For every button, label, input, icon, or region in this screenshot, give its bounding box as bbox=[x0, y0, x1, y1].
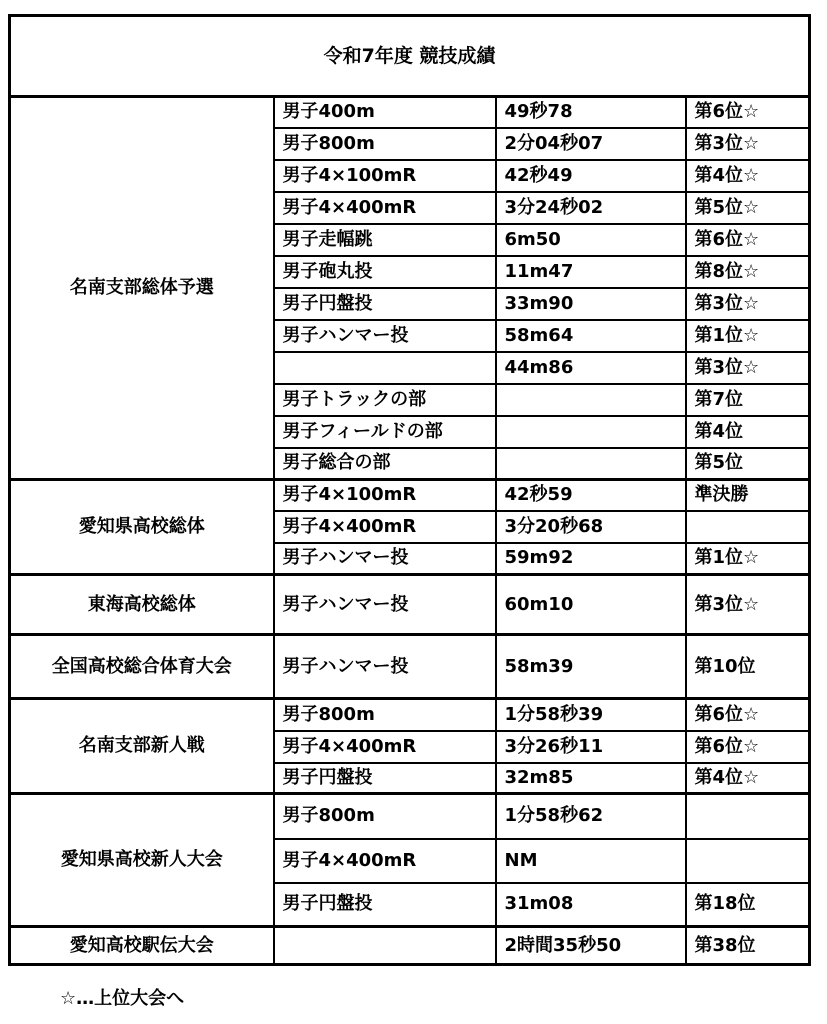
place-cell: 第4位☆ bbox=[686, 160, 810, 192]
place-cell: 第1位☆ bbox=[686, 320, 810, 352]
event-cell: 男子ハンマー投 bbox=[274, 635, 496, 699]
event-cell: 男子400m bbox=[274, 97, 496, 128]
record-cell: 42秒49 bbox=[496, 160, 686, 192]
event-cell: 男子4×100mR bbox=[274, 480, 496, 511]
competition-name: 名南支部総体予選 bbox=[10, 97, 274, 480]
record-cell: 3分24秒02 bbox=[496, 192, 686, 224]
place-cell: 第3位☆ bbox=[686, 288, 810, 320]
place-cell: 第6位☆ bbox=[686, 224, 810, 256]
event-cell: 男子800m bbox=[274, 794, 496, 839]
page-title: 令和7年度 競技成績 bbox=[10, 16, 810, 97]
place-cell bbox=[686, 511, 810, 543]
competition-name: 愛知高校駅伝大会 bbox=[10, 927, 274, 965]
place-cell: 第4位 bbox=[686, 416, 810, 448]
event-cell: 男子砲丸投 bbox=[274, 256, 496, 288]
record-cell: 32m85 bbox=[496, 763, 686, 794]
place-cell: 第6位☆ bbox=[686, 731, 810, 763]
event-cell: 男子4×400mR bbox=[274, 511, 496, 543]
event-cell: 男子ハンマー投 bbox=[274, 543, 496, 575]
legend-note: ☆…上位大会へ bbox=[60, 988, 185, 1009]
place-cell: 第38位 bbox=[686, 927, 810, 965]
record-cell: 31m08 bbox=[496, 883, 686, 927]
place-cell: 第1位☆ bbox=[686, 543, 810, 575]
event-cell: 男子トラックの部 bbox=[274, 384, 496, 416]
record-cell: 3分20秒68 bbox=[496, 511, 686, 543]
record-cell bbox=[496, 448, 686, 480]
place-cell: 第4位☆ bbox=[686, 763, 810, 794]
place-cell: 第5位 bbox=[686, 448, 810, 480]
event-cell: 男子円盤投 bbox=[274, 883, 496, 927]
competition-name: 東海高校総体 bbox=[10, 575, 274, 635]
record-cell: 42秒59 bbox=[496, 480, 686, 511]
record-cell: 44m86 bbox=[496, 352, 686, 384]
place-cell: 第18位 bbox=[686, 883, 810, 927]
record-cell: 6m50 bbox=[496, 224, 686, 256]
place-cell: 第6位☆ bbox=[686, 97, 810, 128]
event-cell: 男子フィールドの部 bbox=[274, 416, 496, 448]
competition-name: 全国高校総合体育大会 bbox=[10, 635, 274, 699]
event-cell: 男子円盤投 bbox=[274, 288, 496, 320]
event-cell bbox=[274, 927, 496, 965]
record-cell: 1分58秒39 bbox=[496, 699, 686, 731]
record-cell: 59m92 bbox=[496, 543, 686, 575]
result-row bbox=[10, 97, 810, 128]
record-cell: 60m10 bbox=[496, 575, 686, 635]
event-cell: 男子円盤投 bbox=[274, 763, 496, 794]
event-cell: 男子4×400mR bbox=[274, 839, 496, 883]
event-cell: 男子4×400mR bbox=[274, 731, 496, 763]
record-cell: 33m90 bbox=[496, 288, 686, 320]
results-table bbox=[8, 14, 811, 966]
result-row bbox=[10, 794, 810, 839]
record-cell: 58m39 bbox=[496, 635, 686, 699]
result-row bbox=[10, 699, 810, 731]
event-cell: 男子800m bbox=[274, 699, 496, 731]
event-cell: 男子4×100mR bbox=[274, 160, 496, 192]
competition-name: 愛知県高校新人大会 bbox=[10, 794, 274, 927]
record-cell: 3分26秒11 bbox=[496, 731, 686, 763]
result-row bbox=[10, 927, 810, 965]
record-cell: 2時間35秒50 bbox=[496, 927, 686, 965]
competition-name: 愛知県高校総体 bbox=[10, 480, 274, 575]
event-cell bbox=[274, 352, 496, 384]
event-cell: 男子総合の部 bbox=[274, 448, 496, 480]
result-row bbox=[10, 575, 810, 635]
event-cell: 男子4×400mR bbox=[274, 192, 496, 224]
record-cell: 49秒78 bbox=[496, 97, 686, 128]
place-cell: 第6位☆ bbox=[686, 699, 810, 731]
record-cell: 11m47 bbox=[496, 256, 686, 288]
result-row bbox=[10, 480, 810, 511]
place-cell: 準決勝 bbox=[686, 480, 810, 511]
record-cell: NM bbox=[496, 839, 686, 883]
place-cell: 第5位☆ bbox=[686, 192, 810, 224]
competition-name: 名南支部新人戦 bbox=[10, 699, 274, 794]
event-cell: 男子800m bbox=[274, 128, 496, 160]
place-cell: 第7位 bbox=[686, 384, 810, 416]
event-cell: 男子走幅跳 bbox=[274, 224, 496, 256]
place-cell: 第3位☆ bbox=[686, 128, 810, 160]
title-row bbox=[10, 16, 810, 97]
record-cell: 2分04秒07 bbox=[496, 128, 686, 160]
place-cell bbox=[686, 839, 810, 883]
event-cell: 男子ハンマー投 bbox=[274, 575, 496, 635]
record-cell: 58m64 bbox=[496, 320, 686, 352]
place-cell: 第3位☆ bbox=[686, 352, 810, 384]
place-cell: 第3位☆ bbox=[686, 575, 810, 635]
place-cell: 第10位 bbox=[686, 635, 810, 699]
result-row bbox=[10, 635, 810, 699]
record-cell bbox=[496, 416, 686, 448]
event-cell: 男子ハンマー投 bbox=[274, 320, 496, 352]
place-cell bbox=[686, 794, 810, 839]
place-cell: 第8位☆ bbox=[686, 256, 810, 288]
record-cell bbox=[496, 384, 686, 416]
record-cell: 1分58秒62 bbox=[496, 794, 686, 839]
